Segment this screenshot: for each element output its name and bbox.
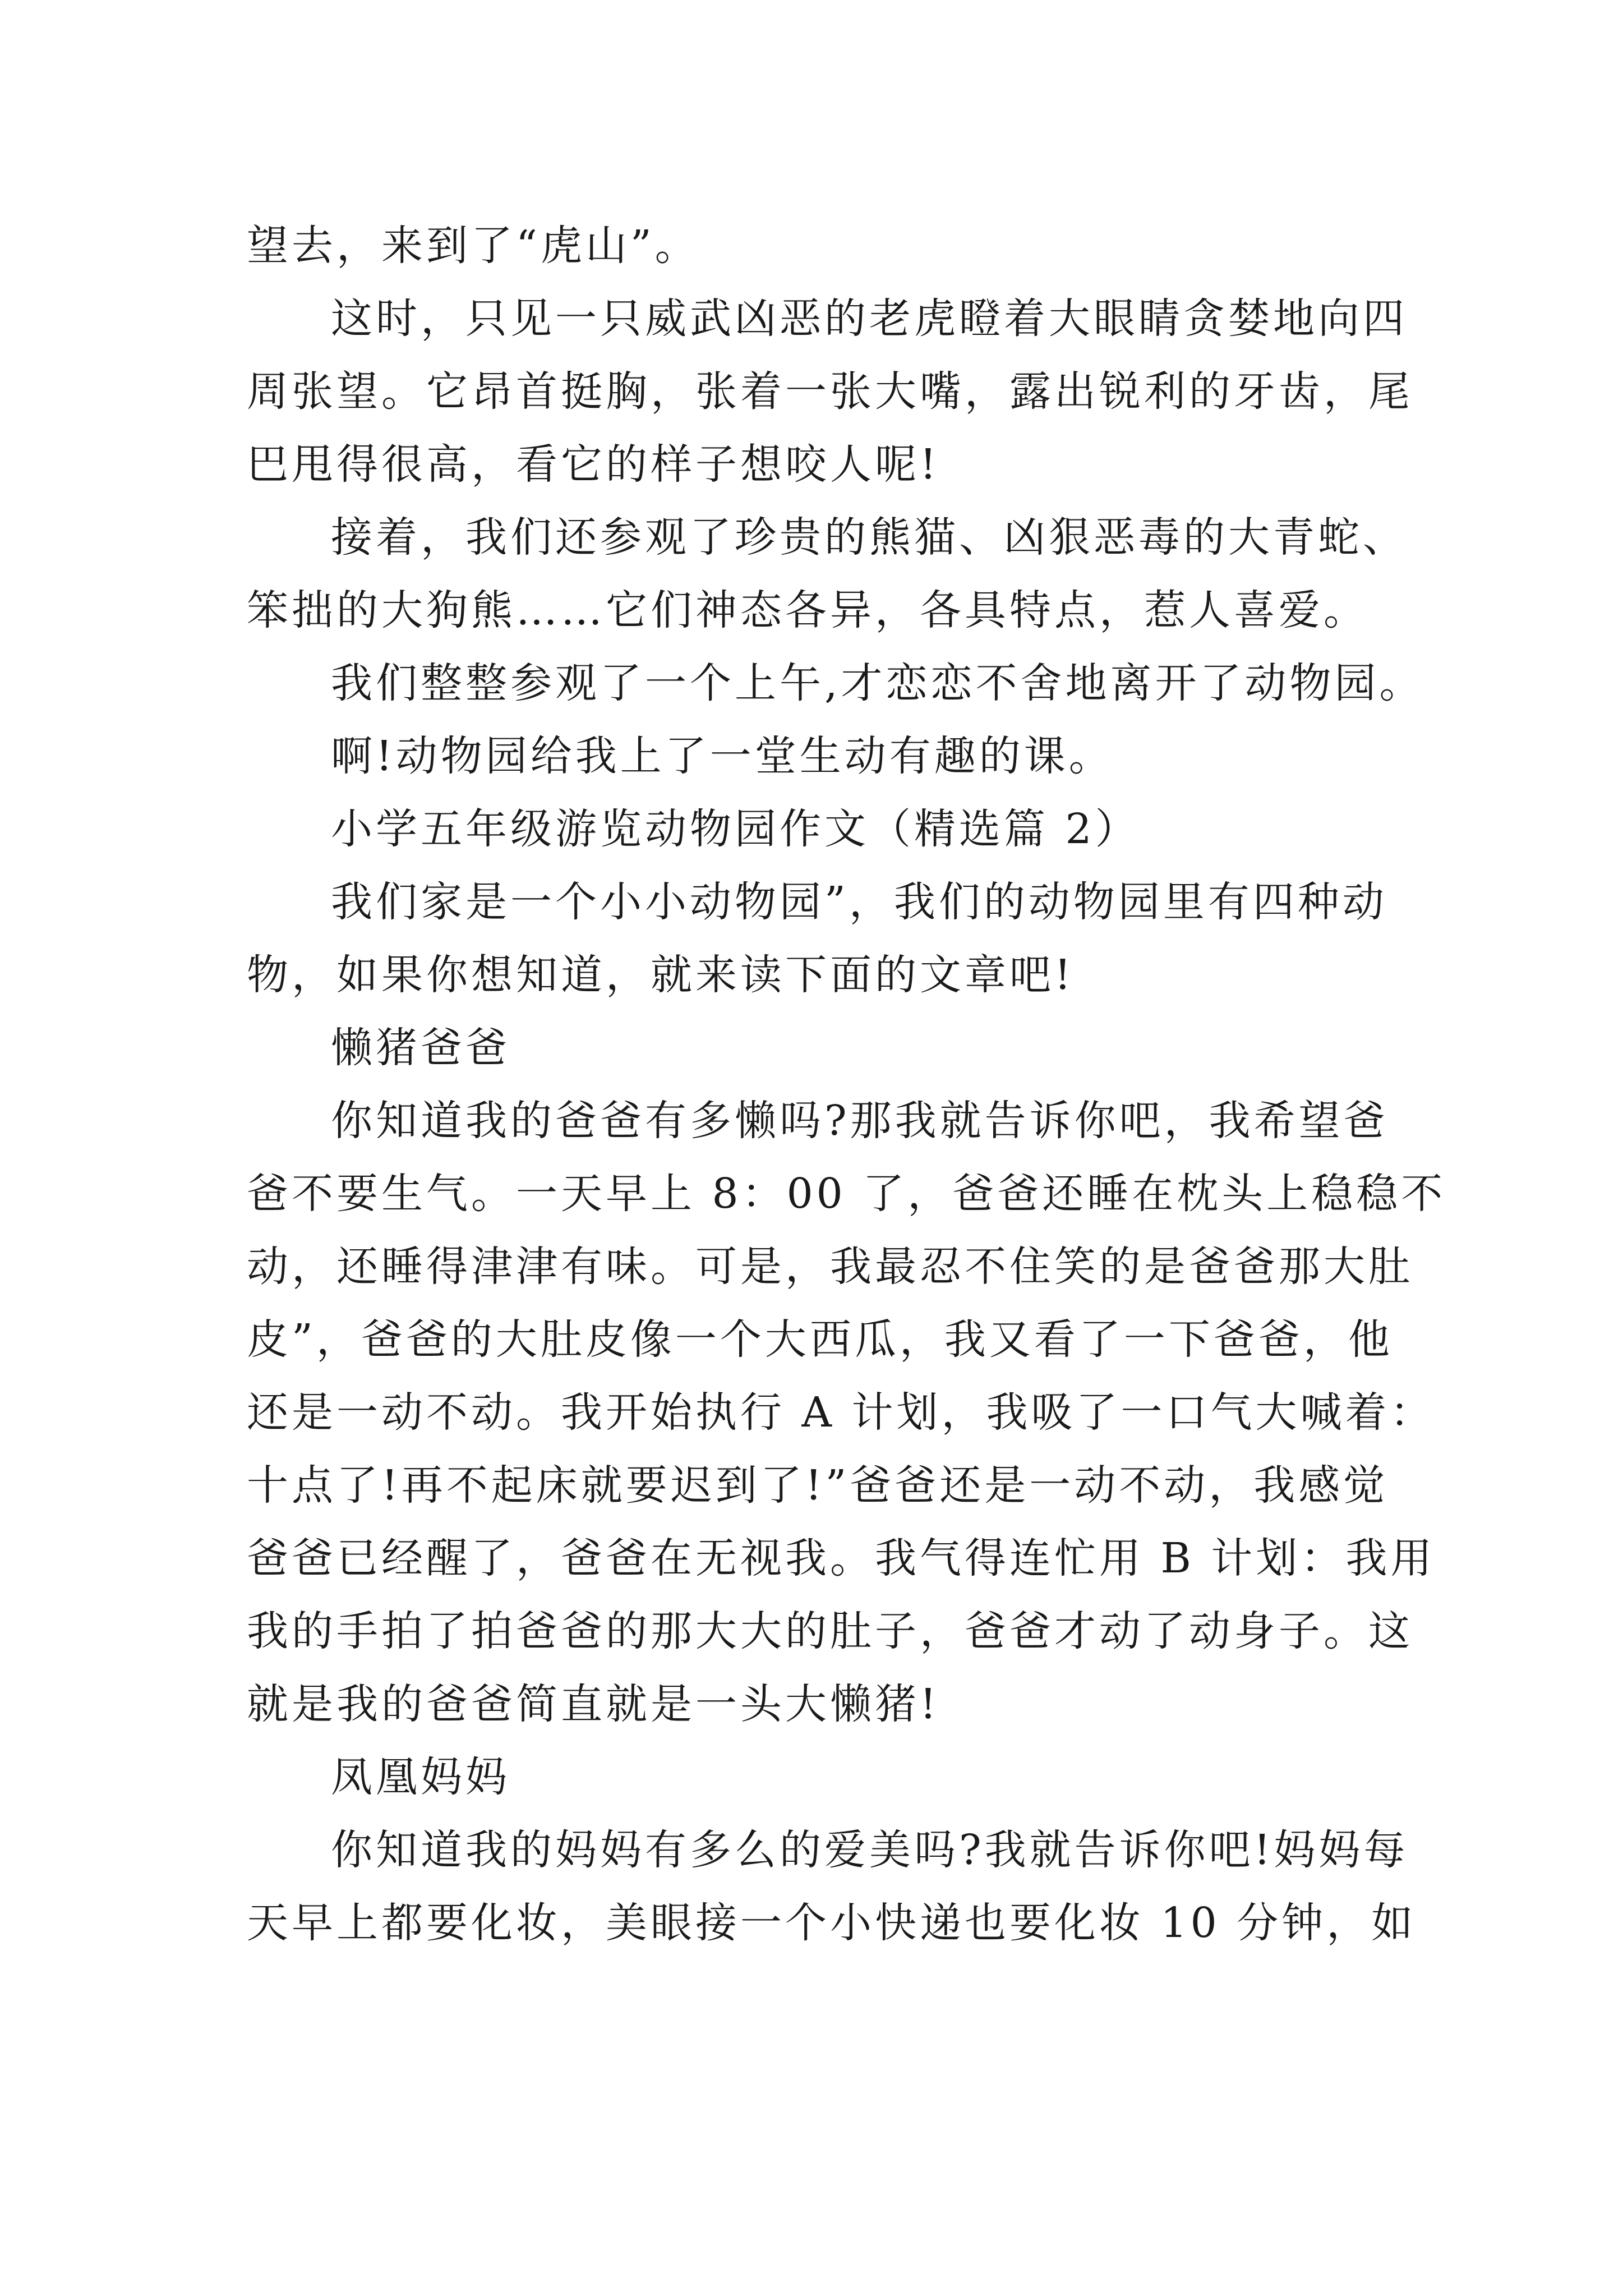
subheading: 懒猪爸爸 [331,1024,510,1072]
text-line: 爸不要生气。一天早上 8：00 了，爸爸还睡在枕头上稳稳不 [247,1170,1446,1218]
text-line: 望去，来到了“虎山”。 [247,222,700,270]
text-line: 巴甩得很高，看它的样子想咬人呢! [247,440,940,489]
text-line: 物，如果你想知道，就来读下面的文章吧! [247,951,1075,999]
text-line: 还是一动不动。我开始执行 A 计划，我吸了一口气大喊着： [247,1388,1435,1437]
text-line: 爸爸已经醒了，爸爸在无视我。我气得连忙用 B 计划：我用 [247,1534,1436,1582]
text-line: 这时，只见一只威武凶恶的老虎瞪着大眼睛贪婪地向四 [331,295,1408,343]
section-heading: 小学五年级游览动物园作文（精选篇 2） [331,805,1140,853]
text-line: 我的手拍了拍爸爸的那大大的肚子，爸爸才动了动身子。这 [247,1607,1413,1655]
text-line: 接着，我们还参观了珍贵的熊猫、凶狠恶毒的大青蛇、 [331,513,1408,562]
text-line: 我们家是一个小小动物园”，我们的动物园里有四种动 [331,878,1387,926]
text-line: 就是我的爸爸简直就是一头大懒猪! [247,1680,940,1728]
text-line: 皮”，爸爸的大肚皮像一个大西瓜，我又看了一下爸爸，他 [247,1315,1393,1364]
text-line: 你知道我的妈妈有多么的爱美吗?我就告诉你吧!妈妈每 [331,1826,1409,1874]
text-line: 我们整整参观了一个上午,才恋恋不舍地离开了动物园。 [331,659,1424,707]
text-line: 啊!动物园给我上了一堂生动有趣的课。 [331,732,1114,780]
text-line: 动，还睡得津津有味。可是，我最忍不住笑的是爸爸那大肚 [247,1243,1413,1291]
text-line: 周张望。它昂首挺胸，张着一张大嘴，露出锐利的牙齿，尾 [247,367,1413,416]
text-line: 你知道我的爸爸有多懒吗?那我就告诉你吧，我希望爸 [331,1097,1389,1145]
subheading: 凤凰妈妈 [331,1753,510,1801]
text-line: 天早上都要化妆，美眼接一个小快递也要化妆 10 分钟，如 [247,1899,1417,1947]
text-line: 十点了!再不起床就要迟到了!”爸爸还是一动不动，我感觉 [247,1461,1389,1510]
text-line: 笨拙的大狗熊……它们神态各异，各具特点，惹人喜爱。 [247,586,1368,634]
